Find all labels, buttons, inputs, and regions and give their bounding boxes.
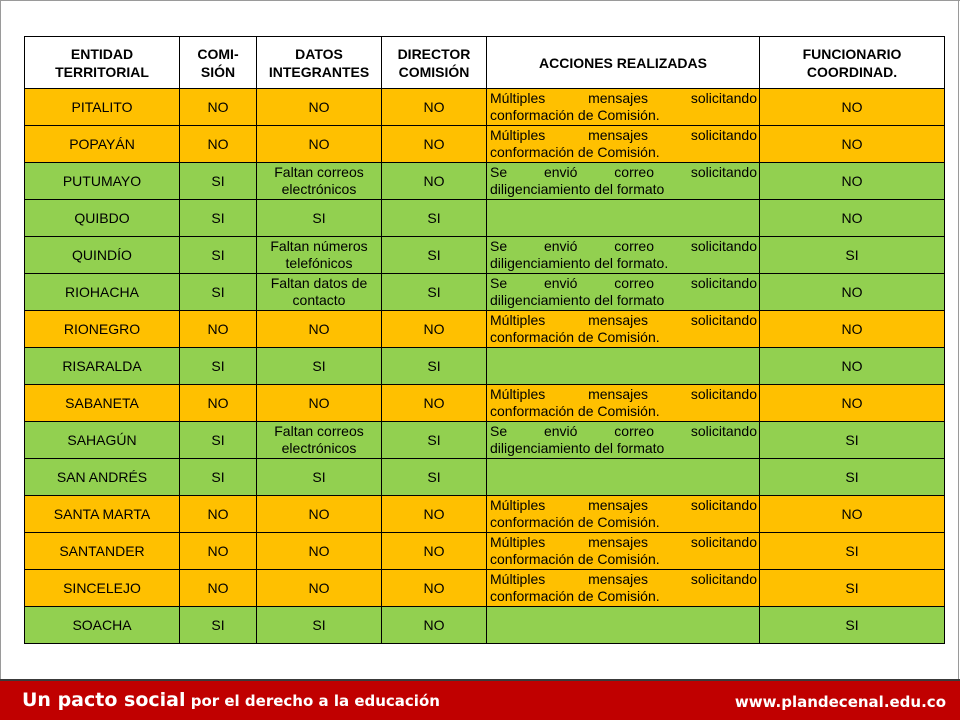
entity-cell: SABANETA (25, 385, 180, 422)
actions-cell: Múltiples mensajes solicitando conformación de Comisión. (487, 311, 760, 348)
table-row (25, 348, 945, 385)
right-rule (958, 0, 959, 680)
table-row (25, 385, 945, 422)
coordinator-cell: NO (760, 496, 945, 533)
header-cell: ACCIONES REALIZADAS (487, 37, 760, 89)
entity-cell: RIONEGRO (25, 311, 180, 348)
entity-cell: PITALITO (25, 89, 180, 126)
director-cell: NO (382, 311, 487, 348)
table-row (25, 533, 945, 570)
members-data-cell: SI (257, 200, 382, 237)
director-cell: SI (382, 237, 487, 274)
coordinator-cell: SI (760, 237, 945, 274)
coordinator-cell: NO (760, 274, 945, 311)
table-body (25, 89, 945, 644)
members-data-cell: Faltan correos electrónicos (257, 422, 382, 459)
actions-cell (487, 459, 760, 496)
table-row (25, 496, 945, 533)
director-cell: SI (382, 200, 487, 237)
commission-cell: SI (180, 274, 257, 311)
entity-cell: POPAYÁN (25, 126, 180, 163)
commission-cell: SI (180, 200, 257, 237)
actions-cell: Múltiples mensajes solicitando conformación de Comisión. (487, 496, 760, 533)
coordinator-cell: NO (760, 163, 945, 200)
entity-cell: SOACHA (25, 607, 180, 644)
entity-cell: RISARALDA (25, 348, 180, 385)
members-data-cell: SI (257, 607, 382, 644)
actions-cell (487, 200, 760, 237)
members-data-cell: NO (257, 496, 382, 533)
actions-cell: Múltiples mensajes solicitando conformación de Comisión. (487, 385, 760, 422)
commission-cell: NO (180, 385, 257, 422)
coordinator-cell: NO (760, 200, 945, 237)
commission-cell: NO (180, 570, 257, 607)
entity-cell: QUINDÍO (25, 237, 180, 274)
commission-cell: NO (180, 496, 257, 533)
actions-cell: Múltiples mensajes solicitando conformación de Comisión. (487, 126, 760, 163)
members-data-cell: SI (257, 348, 382, 385)
actions-cell: Se envió correo solicitando diligenciamiento del formato. (487, 237, 760, 274)
coordinator-cell: NO (760, 385, 945, 422)
commission-cell: SI (180, 459, 257, 496)
actions-cell: Se envió correo solicitando diligenciamiento del formato (487, 422, 760, 459)
entity-cell: SINCELEJO (25, 570, 180, 607)
director-cell: NO (382, 89, 487, 126)
coordinator-cell: SI (760, 570, 945, 607)
coordinator-cell: NO (760, 348, 945, 385)
table-row (25, 89, 945, 126)
entity-cell: RIOHACHA (25, 274, 180, 311)
members-data-cell: Faltan datos de contacto (257, 274, 382, 311)
table-row (25, 311, 945, 348)
director-cell: NO (382, 607, 487, 644)
table-row (25, 274, 945, 311)
members-data-cell: NO (257, 570, 382, 607)
entity-cell: SAHAGÚN (25, 422, 180, 459)
director-cell: SI (382, 274, 487, 311)
table-row (25, 237, 945, 274)
coordinator-cell: SI (760, 607, 945, 644)
actions-cell: Se envió correo solicitando diligenciamiento del formato (487, 274, 760, 311)
director-cell: SI (382, 348, 487, 385)
members-data-cell: Faltan correos electrónicos (257, 163, 382, 200)
header-cell: COMI-SIÓN (180, 37, 257, 89)
table-row (25, 163, 945, 200)
director-cell: NO (382, 126, 487, 163)
coordinator-cell: NO (760, 89, 945, 126)
commission-cell: NO (180, 311, 257, 348)
commission-cell: SI (180, 348, 257, 385)
entity-cell: QUIBDO (25, 200, 180, 237)
director-cell: SI (382, 422, 487, 459)
members-data-cell: NO (257, 385, 382, 422)
footer-bar (0, 681, 960, 720)
director-cell: NO (382, 533, 487, 570)
header-cell: ENTIDAD TERRITORIAL (25, 37, 180, 89)
header-row (25, 37, 945, 89)
table-row (25, 570, 945, 607)
director-cell: NO (382, 163, 487, 200)
members-data-cell: NO (257, 311, 382, 348)
members-data-cell: Faltan números telefónicos (257, 237, 382, 274)
commission-cell: NO (180, 89, 257, 126)
actions-cell (487, 607, 760, 644)
table-row (25, 126, 945, 163)
director-cell: NO (382, 385, 487, 422)
commission-cell: NO (180, 126, 257, 163)
actions-cell: Múltiples mensajes solicitando conformación de Comisión. (487, 570, 760, 607)
director-cell: SI (382, 459, 487, 496)
commission-cell: SI (180, 237, 257, 274)
coordinator-cell: NO (760, 311, 945, 348)
director-cell: NO (382, 570, 487, 607)
actions-cell: Múltiples mensajes solicitando conformación de Comisión. (487, 533, 760, 570)
header-cell: DIRECTOR COMISIÓN (382, 37, 487, 89)
table-row (25, 607, 945, 644)
table-row (25, 459, 945, 496)
commission-cell: SI (180, 422, 257, 459)
coordinator-cell: NO (760, 126, 945, 163)
members-data-cell: SI (257, 459, 382, 496)
commission-cell: NO (180, 533, 257, 570)
entity-cell: SANTA MARTA (25, 496, 180, 533)
slogan-sub: por el derecho a la educación (185, 692, 440, 710)
table-row (25, 200, 945, 237)
members-data-cell: NO (257, 533, 382, 570)
entity-cell: PUTUMAYO (25, 163, 180, 200)
coordinator-cell: SI (760, 422, 945, 459)
entity-cell: SANTANDER (25, 533, 180, 570)
header-cell: DATOS INTEGRANTES (257, 37, 382, 89)
coordinator-cell: SI (760, 533, 945, 570)
members-data-cell: NO (257, 89, 382, 126)
top-rule (0, 0, 960, 1)
footer-url[interactable]: www.plandecenal.edu.co (734, 693, 946, 711)
members-data-cell: NO (257, 126, 382, 163)
commission-cell: SI (180, 607, 257, 644)
table-header (25, 37, 945, 89)
entity-cell: SAN ANDRÉS (25, 459, 180, 496)
actions-cell: Múltiples mensajes solicitando conformación de Comisión. (487, 89, 760, 126)
coordinator-cell: SI (760, 459, 945, 496)
actions-cell (487, 348, 760, 385)
status-table (24, 36, 945, 644)
commission-cell: SI (180, 163, 257, 200)
header-cell: FUNCIONARIO COORDINAD. (760, 37, 945, 89)
slogan-main: Un pacto social (22, 689, 186, 711)
footer-slogan (22, 689, 440, 711)
actions-cell: Se envió correo solicitando diligenciamiento del formato (487, 163, 760, 200)
table-row (25, 422, 945, 459)
left-rule (0, 0, 1, 680)
director-cell: NO (382, 496, 487, 533)
